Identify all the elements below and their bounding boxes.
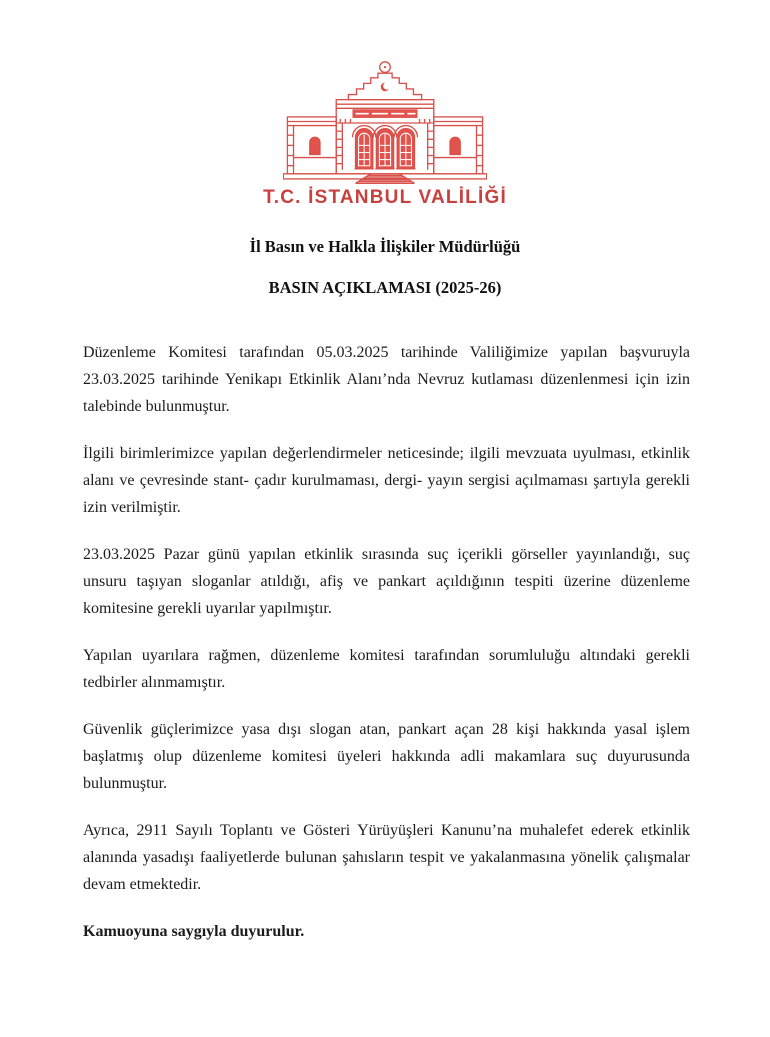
logo	[0, 0, 770, 209]
department-heading: İl Basın ve Halkla İlişkiler Müdürlüğü	[249, 237, 521, 256]
government-building-icon	[283, 60, 487, 184]
press-paragraph-4: Yapılan uyarılara rağmen, düzenleme komitesi tarafından sorumluluğu altındaki gerekli tedbirler alınmamıştır.	[83, 647, 690, 691]
logo-wordmark: T.C. İSTANBUL VALİLİĞİ	[263, 187, 507, 208]
press-release-body	[83, 339, 690, 945]
press-paragraph-3: 23.03.2025 Pazar günü yapılan etkinlik sırasında suç içerikli görseller yayınlandığı, suç unsuru taşıyan sloganlar atıldığı, afiş ve pankart açıldığının tespiti üzerine düzenleme komitesine gerekli uyarılar yapılmıştır.	[83, 546, 690, 617]
press-release-title: BASIN AÇIKLAMASI (2025-26)	[268, 278, 502, 297]
closing-statement: Kamuoyuna saygıyla duyurulur.	[83, 923, 305, 940]
press-paragraph-5: Güvenlik güçlerimizce yasa dışı slogan atan, pankart açan 28 kişi hakkında yasal işlem başlatmış olup düzenleme komitesi üyeleri hakkında adli makamlara suç duyurusunda bulunmuştur.	[83, 721, 690, 792]
press-paragraph-6: Ayrıca, 2911 Sayılı Toplantı ve Gösteri Yürüyüşleri Kanunu’na muhalefet ederek etkinlik alanında yasadışı faaliyetlerde bulunan şahısların tespit ve yakalanmasına yönelik çalışmalar devam etmektedir.	[83, 822, 690, 893]
press-paragraph-2: İlgili birimlerimizce yapılan değerlendirmeler neticesinde; ilgili mevzuata uyulması, etkinlik alanı ve çevresinde stant- çadır kurulmaması, dergi- yayın sergisi açılmaması şartıyla gerekli izin verilmiştir.	[83, 445, 690, 516]
press-paragraph-1: Düzenleme Komitesi tarafından 05.03.2025 tarihinde Valiliğimize yapılan başvuruyla 23.03.2025 tarihinde Yenikapı Etkinlik Alanı’nda Nevruz kutlaması düzenlenmesi için izin talebinde bulunmuştur.	[83, 344, 690, 415]
